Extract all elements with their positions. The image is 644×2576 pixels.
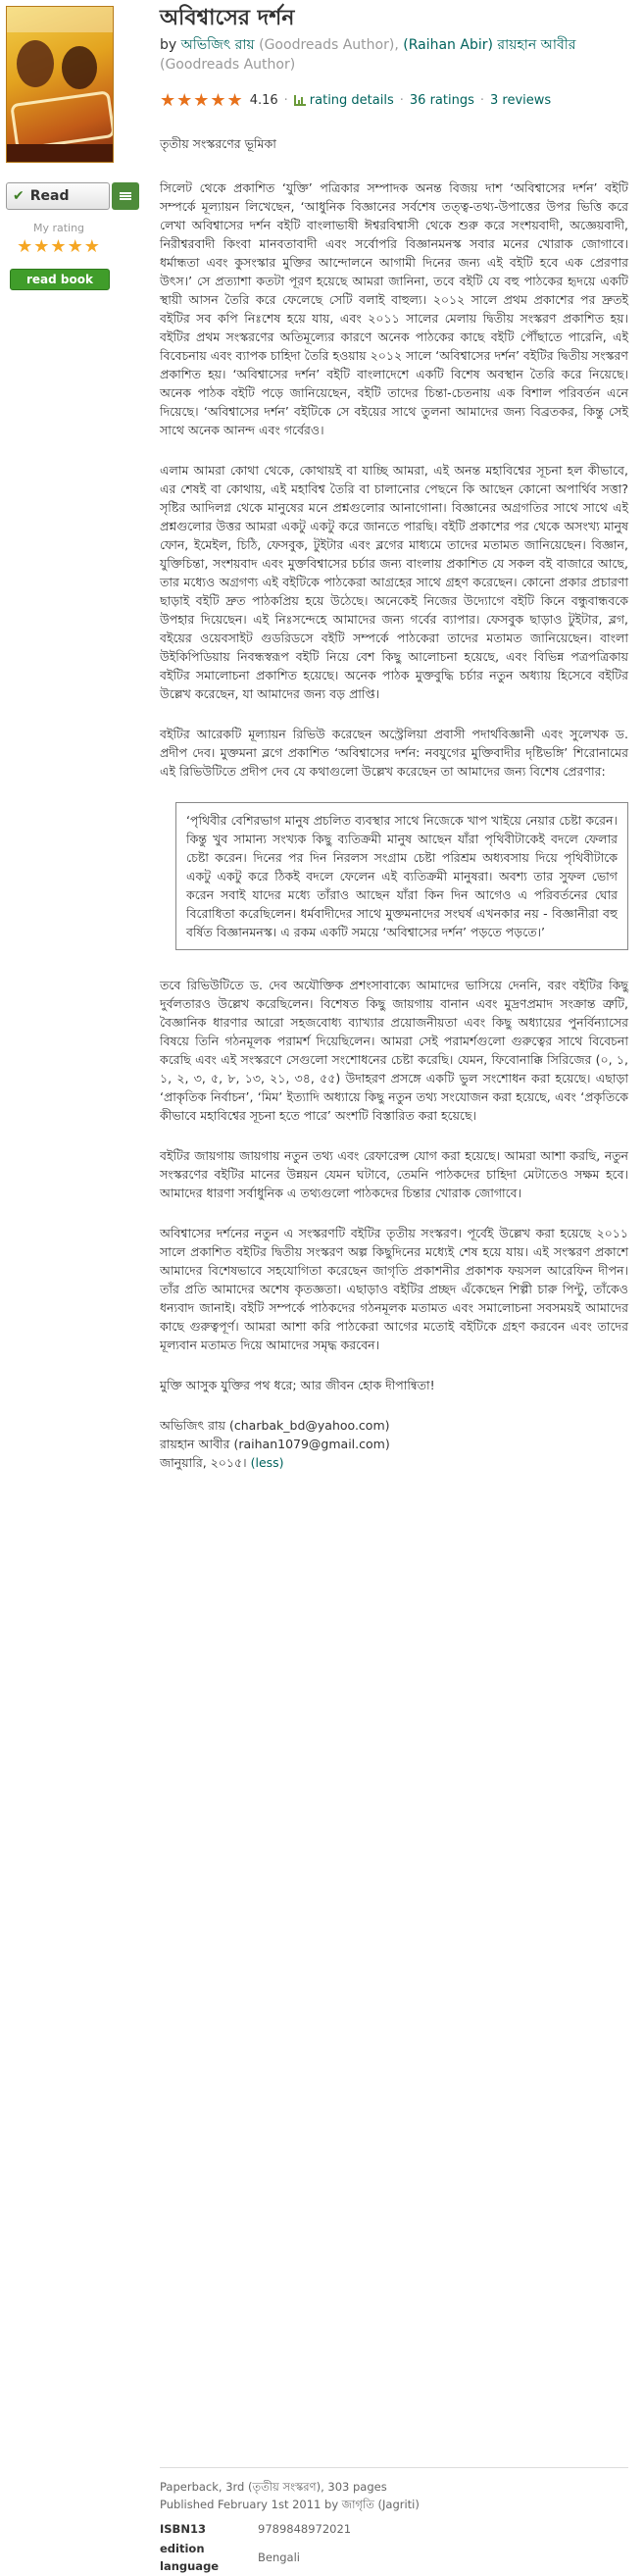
signature-date: জানুয়ারি, ২০১৫। <box>160 1455 247 1470</box>
format-info: Paperback, 3rd (তৃতীয় সংস্করণ), 303 pages <box>160 2480 387 2494</box>
ratings-count-link[interactable]: 36 ratings <box>409 93 474 108</box>
signature-email-2: (raihan1079@gmail.com) <box>233 1437 390 1451</box>
cover-top-strip <box>7 7 113 32</box>
closing-line: মুক্তি আসুক যুক্তির পথ ধরে; আর জীবন হোক দীপান্বিতা! <box>160 1378 435 1392</box>
author-signature <box>160 1416 628 1472</box>
bar-chart-icon <box>294 95 306 106</box>
description-paragraph: অবিশ্বাসের দর্শনের নতুন এ সংস্করণটি বইটির তৃতীয় সংস্করণ। পূর্বেই উল্লেখ করা হয়েছে ২০১১ সালে প্রকাশিত বইটির দ্বিতীয় সংস্করণ অল্প কিছুদিনের মধ্যেই শেষ হয়ে যায়। এই সংস্করণ প্রকাশে আমাদের বিশেষভাবে সহযোগিতা করেছেন জাগৃতি প্রকাশনীর প্রকাশক ফয়সল আরেফিন দীপন। তাঁর প্রতি আমাদের অশেষ কৃতজ্ঞতা। এছাড়াও বইটির প্রচ্ছদ এঁকেছেন শিল্পী চারু পিন্টু, তাঁকেও ধন্যবাদ জানাই। বইটি সম্পর্কে পাঠকদের গঠনমূলক মতামত এবং সমালোচনা সবসময়ই আমাদের কাছে গুরুত্বপূর্ণ। আমরা আশা করি পাঠকেরা আগের মতোই বইটিকে গ্রহণ করবেন এবং তাদের মূল্যবান মতামত দিয়ে আমাদের সমৃদ্ধ করবেন। <box>160 1226 628 1352</box>
description-paragraph: সিলেট থেকে প্রকাশিত ‘যুক্তি’ পত্রিকার সম্পাদক অনন্ত বিজয় দাশ ‘অবিশ্বাসের দর্শন’ বইটি সম্পর্কে মূল্যায়ন লিখেছেন, ‘আধুনিক বিজ্ঞানের সর্বশেষ তত্ত্ব-তথ্য-উপাত্তের উপর ভিত্তি করে লেখা অবিশ্বাসের দর্শন বইটি বাংলাভাষী ঈশ্বরবিশ্বাসী থেকে শুরু করে সংশয়বাদী, অজ্ঞেয়বাদী, নিরীশ্বরবাদী কিংবা মানবতাবাদী এবং সর্বোপরি বিজ্ঞানমনস্ক সবার মনের খোরাক জোগাবে। ধর্মান্ধতা এবং কুসংস্কার মুক্তির আন্দোলনে আগামী দিনের জন্য এই বইটি হবে এক প্রেরণার উৎস।’ সে প্রত্যাশা কতটা পূরণ হয়েছে আমরা জানিনা, তবে বইটি যে বহু পাঠকের হৃদয়ে একটি স্থায়ী আসন তৈরি করে ফেলেছে সেটি বলাই বাহুল্য। ২০১২ সালে প্রথম প্রকাশের পর দ্রুতই বইটির সব কপি নিঃশেষ হয়ে যায়, এবং ২০১১ সালের মেলায় দ্বিতীয় সংস্করণ প্রকাশিত হয়। বইটির প্রথম সংস্করণের অতিমূল্যের কারণে অনেক পাঠকের কাছে বইটি পৌঁছাতে পারেনি, এই বিবেচনায় এবং ব্যাপক চাহিদা তৈরি হওয়ায় ২০১২ সালে ‘অবিশ্বাসের দর্শন’ বইটির দ্বিতীয় সংস্করণ প্রকাশিত হয়। ‘অবিশ্বাসের দর্শন’ বইটি বাংলাদেশে একটি বিশেষ অবস্থান তৈরি করে নিয়েছে। অনেক পাঠক বইটি পড়ে জানিয়েছেন, বইটি তাদের চিন্তা-চেতনায় এক বিশাল পরিবর্তন এনে দিয়েছে। ‘অবিশ্বাসের দর্শন’ বইটিকে সে বইয়ের সাথে তুলনা আমাদের জন্য বিব্রতকর, কিন্তু সেই সাথে অনেক আনন্দ এবং গর্বেরও। <box>160 180 628 437</box>
cover-portrait-2 <box>62 46 97 89</box>
author-role-1: (Goodreads Author), <box>259 37 399 53</box>
reviews-count-link[interactable]: 3 reviews <box>490 93 552 108</box>
my-rating-label: My rating <box>32 222 85 234</box>
description-heading: তৃতীয় সংস্করণের ভূমিকা <box>160 136 276 151</box>
less-link[interactable]: (less) <box>250 1455 284 1470</box>
rating-row <box>160 90 628 111</box>
separator: · <box>479 93 484 108</box>
rating-details-link[interactable]: rating details <box>309 93 394 108</box>
left-column <box>6 6 139 290</box>
isbn13-label: ISBN13 <box>160 2522 206 2536</box>
author-link-1[interactable]: অভিজিৎ রায় <box>180 37 255 53</box>
author-link-2[interactable]: (Raihan Abir) <box>403 37 493 53</box>
review-quote-box: ‘পৃথিবীর বেশিরভাগ মানুষ প্রচলিত ব্যবস্থার সাথে নিজেকে খাপ খাইয়ে নেয়ার চেষ্টা করেন। কিন্তু খুব সামান্য সংখ্যক কিছু ব্যতিক্রমী মানুষ আছেন যাঁরা পৃথিবীটাকেই বদলে ফেলার চেষ্টা করেন। দিনের পর দিন নিরলস সংগ্রাম চেষ্টা পরিশ্রম অধ্যবসায় দিয়ে পৃথিবীটাকে একটু একটু করে ঠিকই বদলে ফেলেন এই ব্যতিক্রমী মানুষরা। অবশ্য তার সুফল ভোগ করেন সবাই যাদের মধ্যে তাঁরাও আছেন যাঁরা কিন দিন আগেও এ পরিবর্তনের ঘোর বিরোধিতা করেছিলেন। ধর্মবাদীদের সাথে মুক্তমনাদের সংঘর্ষ এখনকার নয় - বিজ্ঞানীরা বহু বর্ষিত বিজ্ঞানমনস্ক। এ রকম একটি সময়ে ‘অবিশ্বাসের দর্শন’ পড়তে পড়তে।’ <box>175 802 628 950</box>
separator: · <box>399 93 404 108</box>
menu-icon <box>120 191 131 201</box>
by-label: by <box>160 37 177 53</box>
book-details <box>160 2467 628 2576</box>
book-cover-image[interactable] <box>6 6 114 163</box>
language-label: edition language <box>160 2542 220 2573</box>
main-column <box>160 4 628 1472</box>
description-paragraph: বইটির জায়গায় জায়গায় নতুন তথ্য এবং রেফারেন্স যোগ করা হয়েছে। আমরা আশা করছি, নতুন সংস্করণের বইটির মানের উন্নয়ন যেমন ঘটাবে, তেমনি পাঠকদের চাহিদা মেটাতেও সক্ষম হবে। আমাদের ধারণা সর্বাধুনিক এ তথ্যগুলো পাঠকদের চিন্তার খোরাক জোগাবে। <box>160 1148 628 1200</box>
average-rating-stars: ★★★★★ <box>160 90 244 111</box>
description-paragraph: তবে রিভিউটিতে ড. দেব অযৌক্তিক প্রশংসাবাক্যে আমাদের ভাসিয়ে দেননি, বরং বইটির কিছু দুর্বলতারও উল্লেখ করেছিলেন। বিশেষত কিছু জায়গায় বানান এবং মুদ্রণপ্রমাদ সংক্রান্ত ত্রুটি, বৈজ্ঞানিক ধারণার আরো সহজবোধ্য ব্যাখ্যার প্রয়োজনীয়তা এবং কিছু অধ্যায়ের পুনর্বিন্যাসের বিষয়ে তিনি গঠনমূলক পরামর্শ দিয়েছিলেন। আমরা সেই পরামর্শগুলো গুরুত্বের সাথে বিবেচনা করেছি এবং এই সংস্করণে সেগুলো সংশোধনের চেষ্টা করেছি। যেমন, ফিবোনাক্কি সিরিজের (০, ১, ১, ২, ৩, ৫, ৮, ১৩, ২১, ৩৪, ৫৫) উদাহরণ প্রসঙ্গে একটি ভুল সংশোধন করা হয়েছে। এছাড়া ‘প্রাকৃতিক নির্বাচন’, ‘মিম’ ইত্যাদি অধ্যায়ে কিছু নতুন তথ্য সংযোজন করা হয়েছে, এবং ‘প্রকৃতিকে কীভাবে মহাবিশ্বের সূচনা হতে পারে’ অংশটি বিস্তারিত করা হয়েছে। <box>160 978 628 1123</box>
details-table <box>160 2519 351 2576</box>
my-rating-stars[interactable]: ★★★★★ <box>17 236 101 257</box>
isbn13-value: 9789848972021 <box>258 2522 352 2536</box>
shelf-controls <box>6 182 139 210</box>
signature-email-1: (charbak_bd@yahoo.com) <box>228 1418 390 1433</box>
signature-name-2: রায়হান আবীর <box>160 1437 230 1451</box>
cover-title-art <box>10 90 114 151</box>
author-link-3[interactable]: রায়হান আবীর <box>497 37 576 53</box>
checkmark-icon: ✔ <box>13 188 25 204</box>
details-row-isbn <box>160 2519 351 2539</box>
shelf-status-label: Read <box>29 188 70 204</box>
description-paragraph: বইটির আরেকটি মূল্যায়ন রিভিউ করেছেন অস্ট্রেলিয়া প্রবাসী পদার্থবিজ্ঞানী এবং সুলেখক ড. প্রদীপ দেব। মুক্তমনা ব্লগে প্রকাশিত ‘অবিশ্বাসের দর্শন: নবযুগের মুক্তিবাদীর দৃষ্টিভঙ্গি’ শিরোনামের এই রিভিউটিতে প্রদীপ দেব যে কথাগুলো উল্লেখ করেছেন তা আমাদের জন্য বিশেষ প্রেরণার: <box>160 727 628 779</box>
average-rating-value: 4.16 <box>249 93 278 108</box>
read-book-button[interactable]: read book <box>10 269 110 290</box>
cover-portrait-1 <box>17 40 54 87</box>
author-line <box>160 35 628 75</box>
description-paragraph: এলাম আমরা কোথা থেকে, কোথায়ই বা যাচ্ছি আমরা, এই অনন্ত মহাবিশ্বের সূচনা হল কীভাবে, এর শেষই বা কোথায়, এই মহাবিশ্ব তৈরি বা চালানোর পেছনে কি আছেন কোনো অপার্থিব সত্তা? সৃষ্টির আদিলগ্ন থেকে মানুষের মনে প্রশ্নগুলোর আনাগোনা। বিজ্ঞানের অগ্রগতির সাথে সাথে এই প্রশ্নগুলোর উত্তর আমরা একটু একটু করে জানতে পারছি। বইটি প্রকাশের পর থেকে অসংখ্য মানুষ ফোন, ইমেইল, চিঠি, ফেসবুক, টুইটার এবং ব্লগের মাধ্যমে তাদের মতামত জানিয়েছেন। বিজ্ঞান, যুক্তিচিন্তা, সংশয়বাদ এবং মুক্তবিশ্বাসের চর্চার জন্য বাংলায় প্রকাশিত যে সকল বই বাজারে আছে, তার মধ্যেও অগ্রগণ্য এই বইটিকে পাঠকেরা আগ্রহের সাথে গ্রহণ করেছেন। কোনো প্রকার প্রচারণা ছাড়াই বইটি দ্রুত পাঠকপ্রিয় হয়ে উঠেছে। অনেকেই নিজের উদ্যোগে বইটি কিনে বন্ধুবান্ধবকে উপহার দিয়েছেন। এই নিঃসন্দেহে আমাদের জন্য গর্বের ব্যাপার। ফেসবুক ছাড়াও টুইটার, ব্লগ, বইয়ের ওয়েবসাইট গুডরিডসে বইটি সম্পর্কে পাঠকেরা তাদের মতামত জানিয়েছেন। বাংলা উইকিপিডিয়ায় নিবন্ধস্বরূপ বইটি নিয়ে বেশ কিছু আলোচনা হয়েছে, এবং বিভিন্ন পত্রপত্রিকায় বইটির সমালোচনা প্রকাশিত হয়েছে। অনেক পাঠক মুক্তবুদ্ধি চর্চার নতুন অধ্যায় হিসেবে বইটির উল্লেখ করেছেন, যা আমাদের জন্য বড় প্রাপ্তি। <box>160 463 628 701</box>
book-title: অবিশ্বাসের দর্শন <box>160 6 295 30</box>
shelf-menu-button[interactable] <box>112 182 139 210</box>
cover-bottom-strip <box>7 144 113 162</box>
details-row-language <box>160 2539 351 2576</box>
publication-info: Published February 1st 2011 by জাগৃতি (Jagriti) <box>160 2498 420 2511</box>
author-role-3: (Goodreads Author) <box>160 57 296 73</box>
signature-name-1: অভিজিৎ রায় <box>160 1418 225 1433</box>
book-description <box>160 134 628 1472</box>
language-value: Bengali <box>258 2551 300 2564</box>
separator: · <box>283 93 288 108</box>
shelf-status-button[interactable] <box>6 182 110 210</box>
